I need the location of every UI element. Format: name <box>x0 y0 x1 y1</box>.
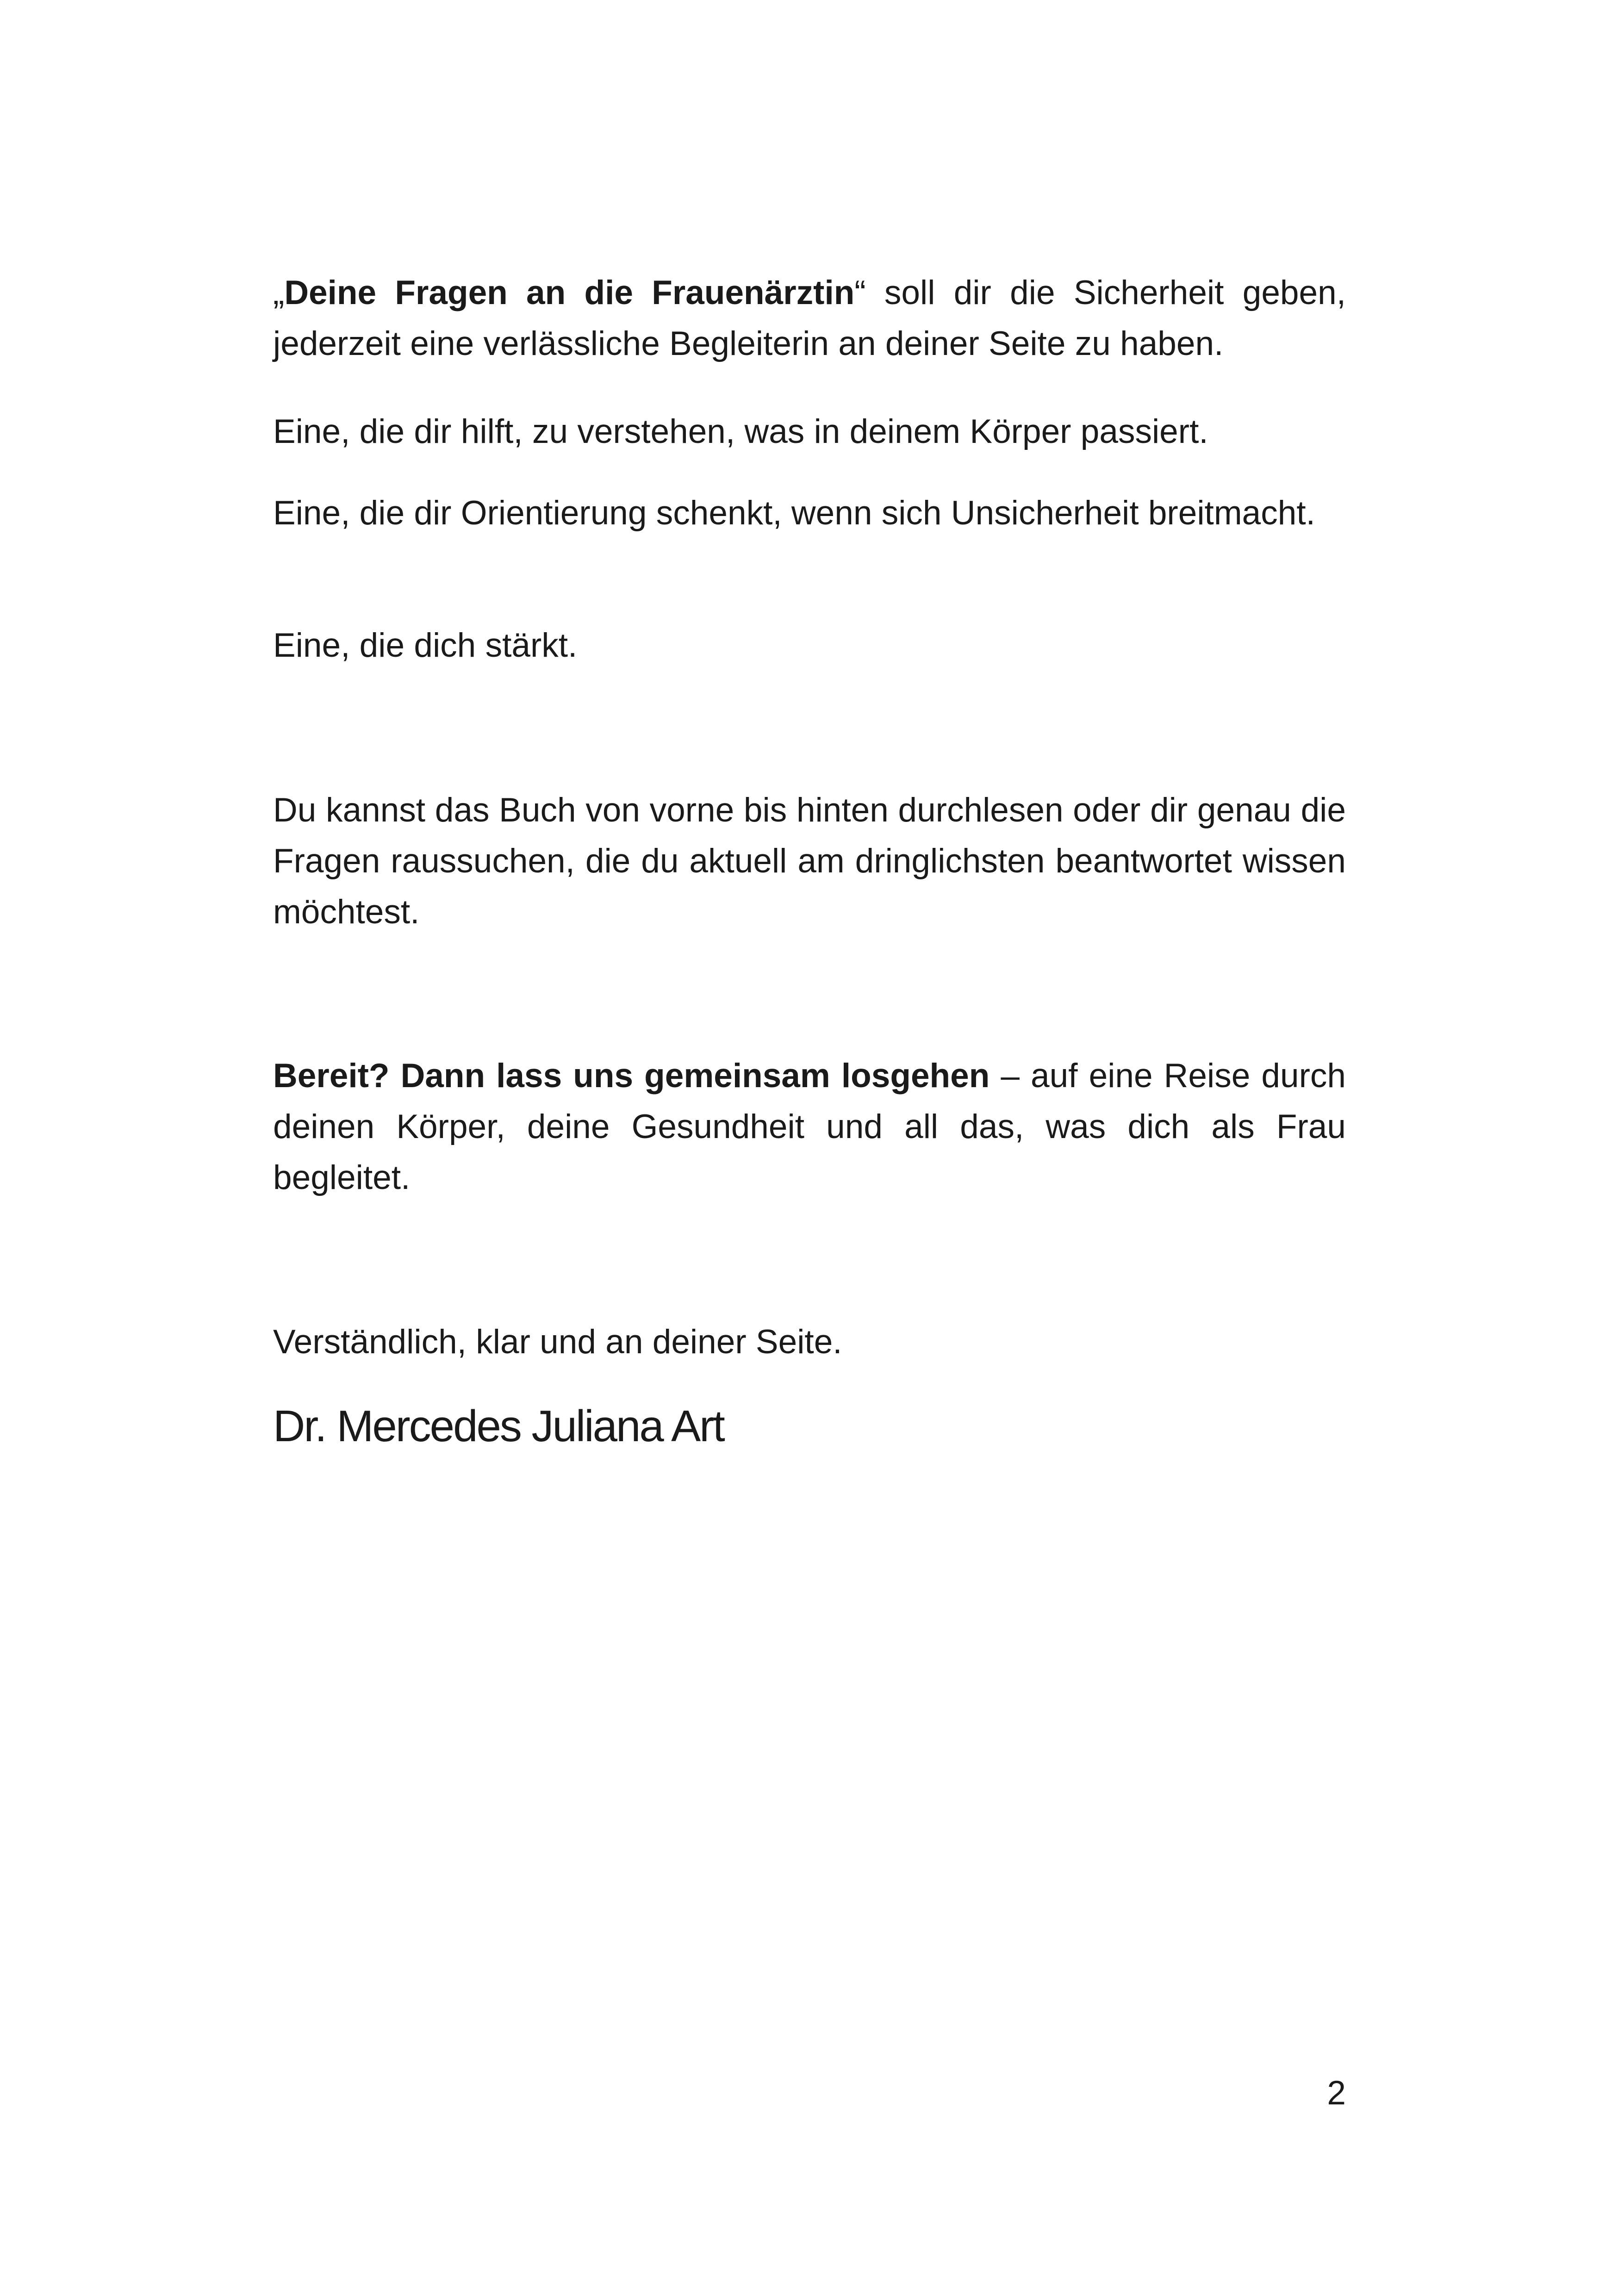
book-title-bold: Deine Fragen an die Frauenärztin <box>284 274 855 311</box>
opening-quote: „ <box>273 274 285 311</box>
paragraph-closing: Verständlich, klar und an deiner Seite. <box>273 1323 842 1361</box>
paragraph-understanding: Eine, die dir hilft, zu verstehen, was in deinem Körper passiert. <box>273 413 1208 450</box>
ready-bold-text: Bereit? Dann lass uns gemeinsam losgehen <box>273 1057 990 1095</box>
ready-paragraph-text: – auf eine Reise durch deinen Körper, deine Gesundheit und all das, was dich als Frau begleitet. <box>273 1057 1346 1196</box>
paragraph-ready <box>273 1051 1346 1203</box>
author-signature: Dr. Mercedes Juliana Art <box>273 1401 724 1451</box>
paragraph-strengthen: Eine, die dich stärkt. <box>273 627 578 664</box>
paragraph-orientation: Eine, die dir Orientierung schenkt, wenn sich Unsicherheit breitmacht. <box>273 494 1315 532</box>
page-number: 2 <box>1327 2074 1346 2112</box>
intro-paragraph <box>273 268 1346 369</box>
intro-paragraph-text: “ soll dir die Sicherheit geben, jederzeit eine verlässliche Begleiterin an deiner Seite zu haben. <box>273 274 1346 362</box>
paragraph-how-to-read: Du kannst das Buch von vorne bis hinten durchlesen oder dir genau die Fragen raussuchen, die du aktuell am dringlichsten beantwortet wissen möchtest. <box>273 791 1346 931</box>
